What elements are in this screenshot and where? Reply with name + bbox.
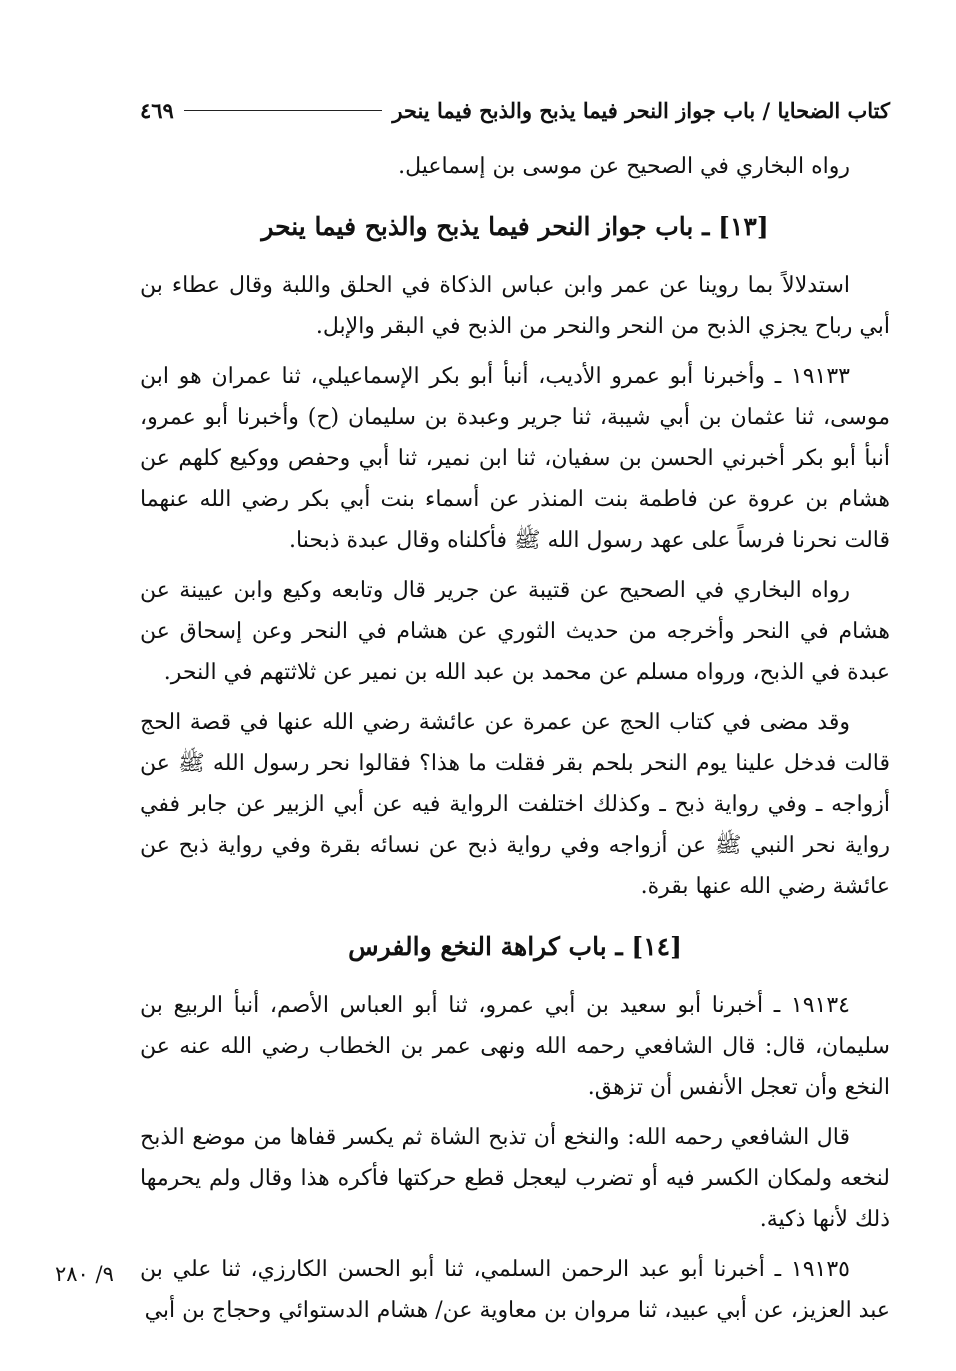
page-body bbox=[140, 146, 890, 1340]
running-header bbox=[140, 92, 890, 128]
paragraph-1: رواه البخاري في الصحيح عن موسى بن إسماعيل. bbox=[398, 154, 850, 179]
margin-reference: ٩/ ٢٨٠ bbox=[55, 1262, 114, 1286]
paragraph-3: استدلالاً بما روينا عن عمر وابن عباس الذكاة في الحلق واللبة وقال عطاء بن أبي رباح يجزي الذبح من النحر والنحر من الذبح في البقر والإبل. bbox=[140, 273, 890, 339]
page-number: ٤٦٩ bbox=[140, 97, 174, 123]
section-heading-14: [١٤] ـ باب كراهة النخع والفرس bbox=[348, 932, 682, 961]
header-rule bbox=[184, 110, 382, 111]
hadith-19133: ١٩١٣٣ ـ وأخبرنا أبو عمرو الأديب، أنبأ أبو بكر الإسماعيلي، ثنا عمران هو ابن موسى، ثنا عثمان بن أبي شيبة، ثنا جرير وعبدة بن سليمان (ح) وأخبرنا أبو عمرو، أنبأ أبو بكر أخبرني الحسن بن سفيان، ثنا ابن نمير، ثنا أبي وحفص ووكيع كلهم عن هشام بن عروة عن فاطمة بنت المنذر عن أسماء بنت أبي بكر رضي الله عنهما قالت نحرنا فرساً على عهد رسول الله ﷺ فأكلناه وقال عبدة ذبحنا. bbox=[140, 364, 890, 553]
running-header-title: كتاب الضحايا / باب جواز النحر فيما يذبح والذبح فيما ينحر bbox=[392, 97, 890, 123]
hadith-19135: ١٩١٣٥ ـ أخبرنا أبو عبد الرحمن السلمي، ثنا أبو الحسن الكارزي، ثنا علي بن عبد العزيز، عن أبي عبيد، ثنا مروان بن معاوية عن/ هشام الدستوائي وحجاج بن أبي bbox=[140, 1257, 890, 1323]
paragraph-6: وقد مضى في كتاب الحج عن عمرة عن عائشة رضي الله عنها في قصة الحج قالت فدخل علينا يوم النحر بلحم بقر فقلت ما هذا؟ فقالوا نحر رسول الله ﷺ عن أزواجه ـ وفي رواية ذبح ـ وكذلك اختلفت الرواية فيه عن أبي الزبير عن جابر ففي رواية نحر النبي ﷺ عن أزواجه وفي رواية ذبح عن نسائه بقرة وفي رواية ذبح عن عائشة رضي الله عنها بقرة. bbox=[140, 710, 890, 899]
section-heading-13: [١٣] ـ باب جواز النحر فيما يذبح والذبح فيما ينحر bbox=[261, 212, 769, 241]
hadith-19134: ١٩١٣٤ ـ أخبرنا أبو سعيد بن أبي عمرو، ثنا أبو العباس الأصم، أنبأ الربيع بن سليمان، قال: قال الشافعي رحمه الله ونهى عمر بن الخطاب رضي الله عنه عن النخع وأن تعجل الأنفس أن تزهق. bbox=[140, 993, 890, 1100]
paragraph-9: قال الشافعي رحمه الله: والنخع أن تذبح الشاة ثم يكسر قفاها من موضع الذبح لنخعه ولمكان الكسر فيه أو تضرب ليعجل قطع حركتها فأكره هذا وقال ولم يحرمها ذلك لأنها ذكية. bbox=[140, 1125, 890, 1232]
paragraph-5: رواه البخاري في الصحيح عن قتيبة عن جرير قال وتابعه وكيع وابن عيينة عن هشام في النحر وأخرجه من حديث الثوري عن هشام في النحر وعن إسحاق عن عبدة في الذبح، ورواه مسلم عن محمد بن عبد الله بن نمير عن ثلاثتهم في النحر. bbox=[140, 578, 890, 685]
